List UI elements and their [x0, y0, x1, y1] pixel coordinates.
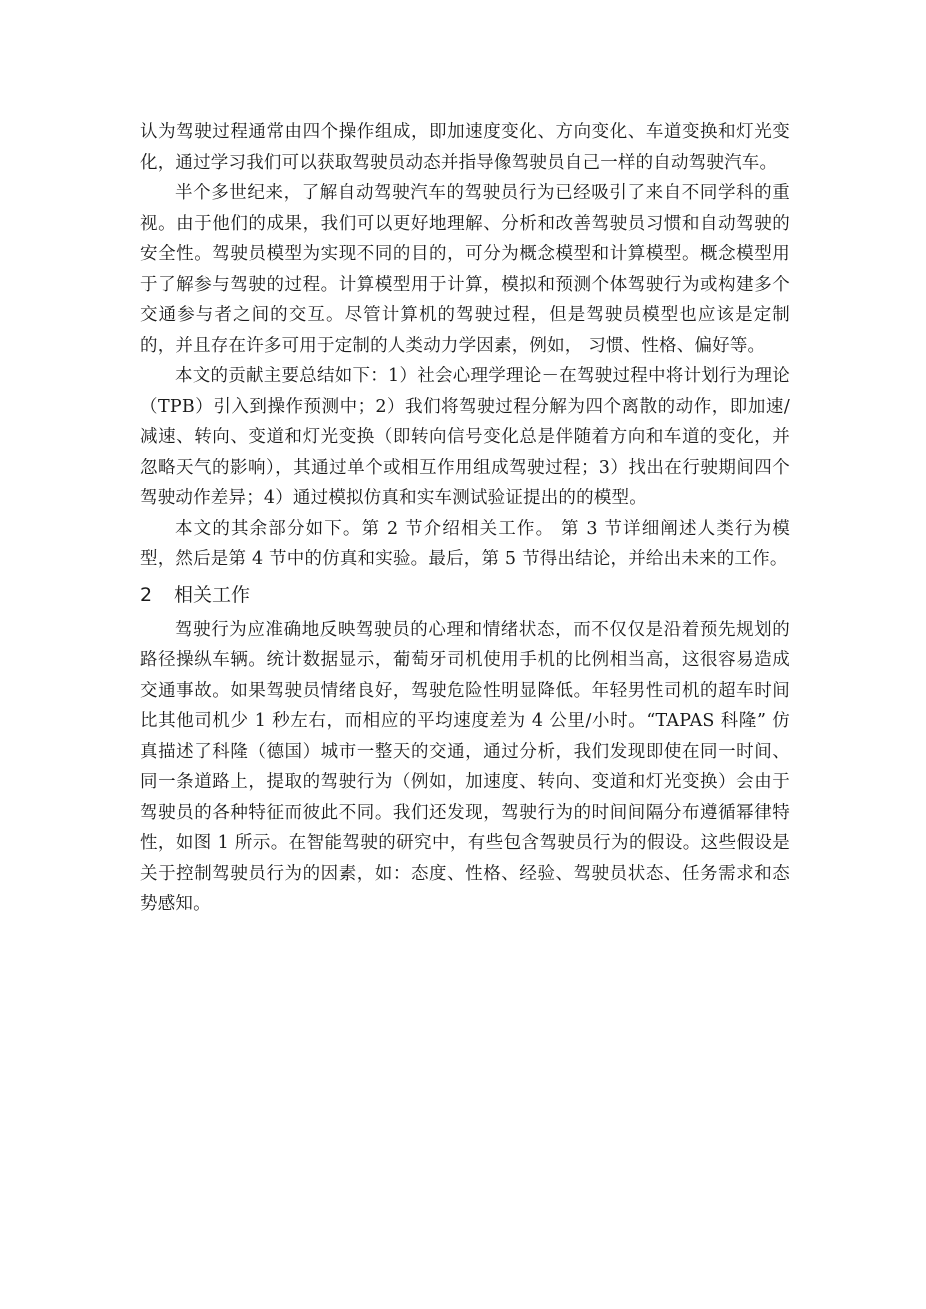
- paragraph-contributions: 本文的贡献主要总结如下：1）社会心理学理论－在驾驶过程中将计划行为理论（TPB）引入到操作预测中；2）我们将驾驶过程分解为四个离散的动作，即加速/减速、转向、变道和灯光变换（即转向信号变化总是伴随着方向和车道的变化，并忽略天气的影响），其通过单个或相互作用组成驾驶过程；3）找出在行驶期间四个驾驶动作差异；4）通过模拟仿真和实车测试验证提出的的模型。: [140, 366, 790, 508]
- document-page: [140, 117, 790, 920]
- paragraph-outline: 本文的其余部分如下。第 2 节介绍相关工作。 第 3 节详细阐述人类行为模型，然后是第 4 节中的仿真和实验。最后，第 5 节得出结论，并给出未来的工作。: [140, 518, 790, 569]
- section-heading: [140, 579, 790, 611]
- paragraph-driver-behavior: 半个多世纪来，了解自动驾驶汽车的驾驶员行为已经吸引了来自不同学科的重视。由于他们的成果，我们可以更好地理解、分析和改善驾驶员习惯和自动驾驶的安全性。驾驶员模型为实现不同的目的，可分为概念模型和计算模型。概念模型用于了解参与驾驶的过程。计算模型用于计算，模拟和预测个体驾驶行为或构建多个交通参与者之间的交互。尽管计算机的驾驶过程，但是驾驶员模型也应该是定制的，并且存在许多可用于定制的人类动力学因素，例如， 习惯、性格、偏好等。: [140, 183, 790, 356]
- paragraph-continuation: 认为驾驶过程通常由四个操作组成，即加速度变化、方向变化、车道变换和灯光变化，通过学习我们可以获取驾驶员动态并指导像驾驶员自己一样的自动驾驶汽车。: [140, 122, 790, 173]
- section-number: 2: [140, 583, 153, 606]
- section-title: 相关工作: [174, 583, 251, 606]
- paragraph-related-work: 驾驶行为应准确地反映驾驶员的心理和情绪状态，而不仅仅是沿着预先规划的路径操纵车辆。统计数据显示，葡萄牙司机使用手机的比例相当高，这很容易造成交通事故。如果驾驶员情绪良好，驾驶危险性明显降低。年轻男性司机的超车时间比其他司机少 1 秒左右，而相应的平均速度差为 4 公里/小时。“TAPAS 科隆” 仿真描述了科隆（德国）城市一整天的交通，通过分析，我们发现即使在同一时间、同一条道路上，提取的驾驶行为（例如，加速度、转向、变道和灯光变换）会由于驾驶员的各种特征而彼此不同。我们还发现，驾驶行为的时间间隔分布遵循幂律特性，如图 1 所示。在智能驾驶的研究中，有些包含驾驶员行为的假设。这些假设是关于控制驾驶员行为的因素，如：态度、性格、经验、驾驶员状态、任务需求和态势感知。: [140, 619, 790, 914]
